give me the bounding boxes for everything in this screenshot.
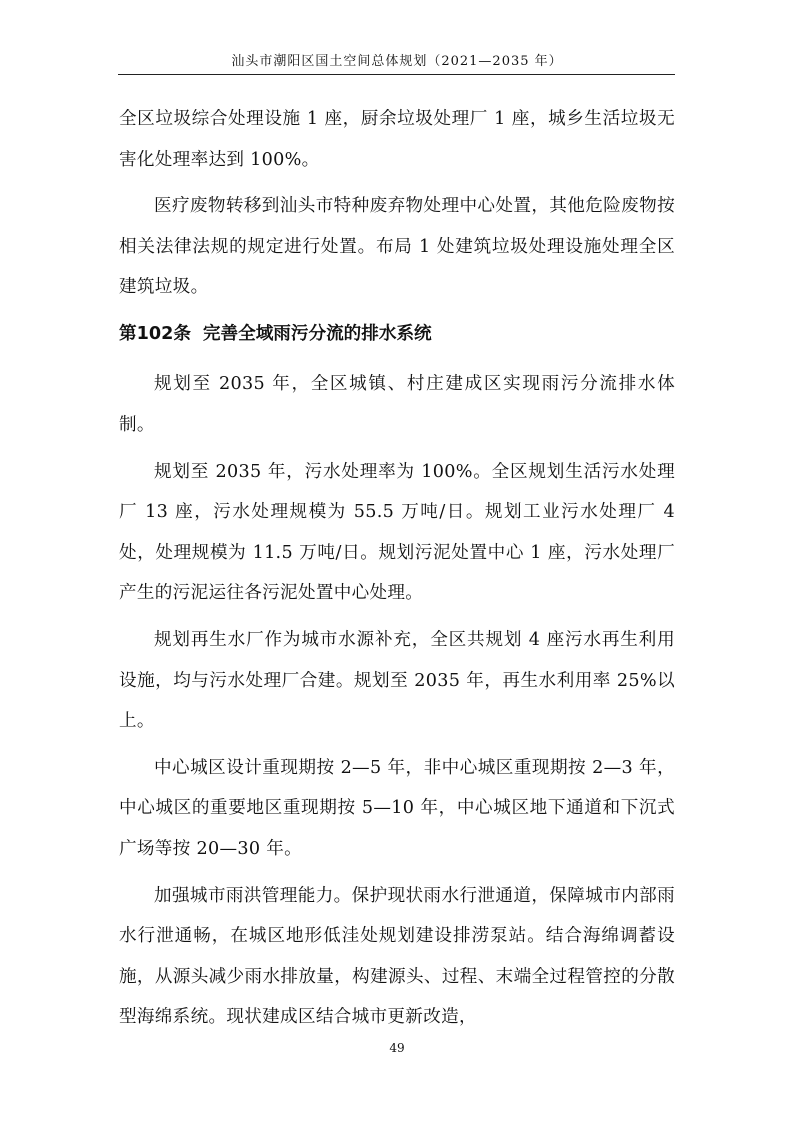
page-body [119, 99, 675, 1044]
header-rule [118, 74, 675, 75]
paragraph-return-period: 中心城区设计重现期按 2—5 年，非中心城区重现期按 2—3 年，中心城区的重要地区重现期按 5—10 年，中心城区地下通道和下沉式广场等按 20—30 年。 [119, 757, 675, 859]
page-number: 49 [389, 1041, 405, 1055]
section-title: 完善全域雨污分流的排水系统 [202, 324, 432, 345]
paragraph-medical-waste: 医疗废物转移到汕头市特种废弃物处理中心处置，其他危险废物按相关法律法规的规定进行处置。布局 1 处建筑垃圾处理设施处理全区建筑垃圾。 [119, 196, 675, 298]
paragraph-sewage-treatment: 规划至 2035 年，污水处理率为 100%。全区规划生活污水处理厂 13 座，污水处理规模为 55.5 万吨/日。规划工业污水处理厂 4 处，处理规模为 11.5 万吨/日。规划污泥处置中心 1 座，污水处理厂产生的污泥运往各污泥处置中心处理。 [119, 461, 675, 604]
paragraph-garbage-facilities: 全区垃圾综合处理设施 1 座，厨余垃圾处理厂 1 座，城乡生活垃圾无害化处理率达到 100%。 [119, 109, 675, 170]
section-number: 第102条 [119, 324, 191, 345]
section-heading [119, 314, 675, 354]
running-header: 汕头市潮阳区国土空间总体规划（2021—2035 年） [231, 54, 563, 69]
paragraph-drainage-system: 规划至 2035 年，全区城镇、村庄建成区实现雨污分流排水体制。 [119, 374, 675, 435]
paragraph-recycled-water: 规划再生水厂作为城市水源补充，全区共规划 4 座污水再生利用设施，均与污水处理厂合建。规划至 2035 年，再生水利用率 25%以上。 [119, 630, 675, 732]
paragraph-stormwater-management: 加强城市雨洪管理能力。保护现状雨水行泄通道，保障城市内部雨水行泄通畅，在城区地形低洼处规划建设排涝泵站。结合海绵调蓄设施，从源头减少雨水排放量，构建源头、过程、末端全过程管控的分散型海绵系统。现状建成区结合城市更新改造， [119, 885, 675, 1028]
